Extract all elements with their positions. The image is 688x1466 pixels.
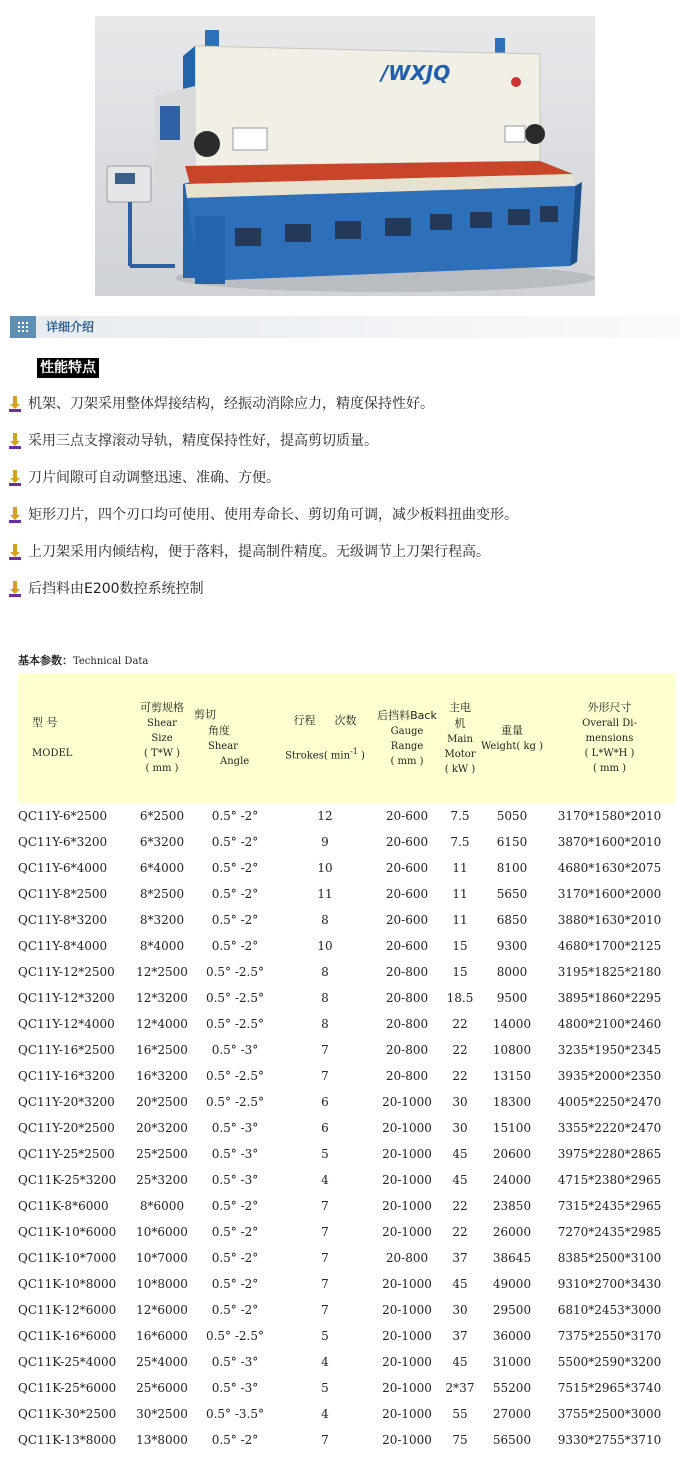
col-header-angle: 剪切 角度 Shear Angle: [194, 673, 276, 803]
col-header-dims: 外形尺寸 Overall Di- mensions ( L*W*H ) ( mm ): [544, 673, 675, 803]
strokes-cell: 8: [321, 991, 329, 1005]
model-cell: QC11K-13*8000: [18, 1433, 117, 1447]
size-cell: 16*2500: [136, 1043, 188, 1057]
angle-cell: 0.5° -3°: [211, 1381, 259, 1395]
strokes-cell: 7: [321, 1069, 329, 1083]
angle-cell: 0.5° -3°: [211, 1355, 259, 1369]
motor-cell: 37: [452, 1329, 468, 1343]
strokes-cell: 11: [317, 887, 333, 901]
motor-cell: 30: [452, 1095, 468, 1109]
table-row: [18, 1089, 675, 1115]
strokes-cell: 5: [321, 1329, 329, 1343]
dims-cell: 4715*2380*2965: [557, 1173, 662, 1187]
angle-cell: 0.5° -2°: [211, 835, 259, 849]
dims-cell: 3195*1825*2180: [557, 965, 662, 979]
motor-cell: 11: [452, 887, 468, 901]
angle-cell: 0.5° -2°: [211, 939, 259, 953]
brand-logo: /WXJQ: [381, 61, 451, 85]
size-cell: 6*3200: [139, 835, 185, 849]
motor-cell: 22: [452, 1225, 468, 1239]
model-cell: QC11Y-20*2500: [18, 1121, 115, 1135]
motor-cell: 45: [452, 1173, 468, 1187]
motor-cell: 2*37: [445, 1381, 475, 1395]
gauge-cell: 20-600: [385, 861, 429, 875]
weight-cell: 8000: [496, 965, 528, 979]
model-cell: QC11K-10*7000: [18, 1251, 117, 1265]
dims-cell: 3975*2280*2865: [557, 1147, 662, 1161]
spec-table-body: [18, 803, 675, 1453]
table-row: [18, 1401, 675, 1427]
feature-item: 刀片间隙可自动调整迅速、准确、方便。: [8, 468, 678, 505]
col-header-size: 可剪规格 Shear Size ( T*W ) ( mm ): [130, 673, 194, 803]
motor-cell: 15: [452, 939, 468, 953]
feature-item: 采用三点支撑滚动导轨，精度保持性好，提高剪切质量。: [8, 431, 678, 468]
angle-cell: 0.5° -3.5°: [205, 1407, 265, 1421]
table-row: [18, 1245, 675, 1271]
angle-cell: 0.5° -3°: [211, 1121, 259, 1135]
table-row: [18, 1063, 675, 1089]
size-cell: 8*4000: [139, 939, 185, 953]
dims-cell: 3895*1860*2295: [557, 991, 662, 1005]
gauge-cell: 20-1000: [382, 1329, 432, 1343]
model-cell: QC11K-10*8000: [18, 1277, 117, 1291]
bullet-arrow-icon: [8, 433, 22, 449]
strokes-cell: 12: [317, 809, 333, 823]
table-row: [18, 1037, 675, 1063]
angle-cell: 0.5° -3°: [211, 1173, 259, 1187]
model-cell: QC11Y-6*2500: [18, 809, 108, 823]
motor-cell: 11: [452, 861, 468, 875]
size-cell: 12*6000: [136, 1303, 188, 1317]
model-cell: QC11Y-8*3200: [18, 913, 108, 927]
model-cell: QC11K-30*2500: [18, 1407, 117, 1421]
size-cell: 8*6000: [139, 1199, 185, 1213]
model-cell: QC11K-12*6000: [18, 1303, 117, 1317]
motor-cell: 15: [452, 965, 468, 979]
strokes-cell: 7: [321, 1433, 329, 1447]
size-cell: 12*4000: [136, 1017, 188, 1031]
gauge-cell: 20-600: [385, 939, 429, 953]
col-header-weight: 重量 Weight( kg ): [480, 673, 544, 803]
table-row: [18, 1167, 675, 1193]
dims-cell: 3935*2000*2350: [557, 1069, 662, 1083]
size-cell: 6*2500: [139, 809, 185, 823]
weight-cell: 14000: [492, 1017, 532, 1031]
feature-item: 矩形刀片，四个刃口均可使用、使用寿命长、剪切角可调，减少板料扭曲变形。: [8, 505, 678, 542]
strokes-cell: 7: [321, 1043, 329, 1057]
table-row: [18, 1375, 675, 1401]
gauge-cell: 20-800: [385, 1069, 429, 1083]
weight-cell: 15100: [492, 1121, 532, 1135]
model-cell: QC11Y-12*2500: [18, 965, 115, 979]
model-cell: QC11Y-12*4000: [18, 1017, 115, 1031]
gauge-cell: 20-1000: [382, 1173, 432, 1187]
angle-cell: 0.5° -2°: [211, 1433, 259, 1447]
size-cell: 20*2500: [136, 1095, 188, 1109]
size-cell: 8*2500: [139, 887, 185, 901]
feature-item: 后挡料由E200数控系统控制: [8, 579, 678, 616]
table-header-row: [18, 673, 675, 803]
strokes-cell: 8: [321, 965, 329, 979]
gauge-cell: 20-1000: [382, 1355, 432, 1369]
angle-cell: 0.5° -2.5°: [205, 1017, 265, 1031]
angle-cell: 0.5° -2.5°: [205, 991, 265, 1005]
size-cell: 30*2500: [136, 1407, 188, 1421]
size-cell: 25*4000: [136, 1355, 188, 1369]
feature-item: 上刀架采用内倾结构，便于落料，提高制件精度。无级调节上刀架行程高。: [8, 542, 678, 579]
size-cell: 6*4000: [139, 861, 185, 875]
angle-cell: 0.5° -2.5°: [205, 1069, 265, 1083]
gauge-cell: 20-1000: [382, 1225, 432, 1239]
dims-cell: 8385*2500*3100: [557, 1251, 662, 1265]
shearing-machine-illustration: [95, 16, 595, 296]
model-cell: QC11Y-8*2500: [18, 887, 108, 901]
bullet-arrow-icon: [8, 544, 22, 560]
table-row: [18, 881, 675, 907]
gauge-cell: 20-800: [385, 991, 429, 1005]
angle-cell: 0.5° -2°: [211, 1251, 259, 1265]
motor-cell: 11: [452, 913, 468, 927]
angle-cell: 0.5° -2°: [211, 1277, 259, 1291]
motor-cell: 22: [452, 1069, 468, 1083]
product-image: [95, 16, 595, 296]
size-cell: 12*3200: [136, 991, 188, 1005]
size-cell: 20*3200: [136, 1121, 188, 1135]
dims-cell: 3170*1580*2010: [557, 809, 662, 823]
size-cell: 16*6000: [136, 1329, 188, 1343]
table-row: [18, 1141, 675, 1167]
col-header-gauge: 后挡料Back Gauge Range ( mm ): [374, 673, 440, 803]
gauge-cell: 20-600: [385, 913, 429, 927]
weight-cell: 27000: [492, 1407, 532, 1421]
model-cell: QC11Y-6*3200: [18, 835, 108, 849]
motor-cell: 37: [452, 1251, 468, 1265]
size-cell: 25*3200: [136, 1173, 188, 1187]
weight-cell: 6850: [496, 913, 528, 927]
angle-cell: 0.5° -2°: [211, 809, 259, 823]
motor-cell: 30: [452, 1121, 468, 1135]
motor-cell: 45: [452, 1277, 468, 1291]
strokes-cell: 6: [321, 1095, 329, 1109]
table-row: [18, 829, 675, 855]
dims-cell: 5500*2590*3200: [557, 1355, 662, 1369]
model-cell: QC11Y-16*3200: [18, 1069, 115, 1083]
table-row: [18, 1193, 675, 1219]
weight-cell: 56500: [492, 1433, 532, 1447]
bullet-arrow-icon: [8, 507, 22, 523]
table-row: [18, 1427, 675, 1453]
dims-cell: 9330*2755*3710: [557, 1433, 662, 1447]
grid-icon: [10, 316, 36, 338]
dims-cell: 3870*1600*2010: [557, 835, 662, 849]
feature-item: 机架、刀架采用整体焊接结构，经振动消除应力，精度保持性好。: [8, 394, 678, 431]
motor-cell: 30: [452, 1303, 468, 1317]
dims-cell: 9310*2700*3430: [557, 1277, 662, 1291]
table-row: [18, 907, 675, 933]
dims-cell: 4005*2250*2470: [557, 1095, 662, 1109]
strokes-cell: 5: [321, 1381, 329, 1395]
motor-cell: 22: [452, 1017, 468, 1031]
model-cell: QC11K-8*6000: [18, 1199, 109, 1213]
motor-cell: 22: [452, 1199, 468, 1213]
strokes-cell: 4: [321, 1355, 329, 1369]
weight-cell: 13150: [492, 1069, 532, 1083]
weight-cell: 20600: [492, 1147, 532, 1161]
section-header: [10, 316, 680, 338]
table-row: [18, 959, 675, 985]
strokes-cell: 8: [321, 913, 329, 927]
angle-cell: 0.5° -3°: [211, 1043, 259, 1057]
weight-cell: 24000: [492, 1173, 532, 1187]
table-row: [18, 1219, 675, 1245]
motor-cell: 7.5: [450, 809, 470, 823]
size-cell: 10*6000: [136, 1225, 188, 1239]
size-cell: 13*8000: [136, 1433, 188, 1447]
weight-cell: 23850: [492, 1199, 532, 1213]
motor-cell: 45: [452, 1147, 468, 1161]
strokes-cell: 7: [321, 1303, 329, 1317]
gauge-cell: 20-1000: [382, 1277, 432, 1291]
section-title: 详细介绍: [46, 320, 95, 334]
dims-cell: 4680*1630*2075: [557, 861, 662, 875]
strokes-cell: 4: [321, 1407, 329, 1421]
gauge-cell: 20-1000: [382, 1121, 432, 1135]
weight-cell: 36000: [492, 1329, 532, 1343]
bullet-arrow-icon: [8, 470, 22, 486]
model-cell: QC11Y-8*4000: [18, 939, 108, 953]
gauge-cell: 20-1000: [382, 1147, 432, 1161]
gauge-cell: 20-800: [385, 1017, 429, 1031]
motor-cell: 75: [452, 1433, 468, 1447]
dims-cell: 4800*2100*2460: [557, 1017, 662, 1031]
motor-cell: 7.5: [450, 835, 470, 849]
gauge-cell: 20-1000: [382, 1095, 432, 1109]
model-cell: QC11K-25*6000: [18, 1381, 117, 1395]
angle-cell: 0.5° -3°: [211, 1147, 259, 1161]
weight-cell: 26000: [492, 1225, 532, 1239]
gauge-cell: 20-800: [385, 1251, 429, 1265]
motor-cell: 22: [452, 1043, 468, 1057]
gauge-cell: 20-600: [385, 887, 429, 901]
model-cell: QC11Y-6*4000: [18, 861, 108, 875]
angle-cell: 0.5° -2.5°: [205, 965, 265, 979]
angle-cell: 0.5° -2.5°: [205, 1329, 265, 1343]
dims-cell: 7515*2965*3740: [557, 1381, 662, 1395]
model-cell: QC11K-25*3200: [18, 1173, 117, 1187]
table-row: [18, 933, 675, 959]
gauge-cell: 20-1000: [382, 1407, 432, 1421]
gauge-cell: 20-600: [385, 835, 429, 849]
angle-cell: 0.5° -2°: [211, 1225, 259, 1239]
motor-cell: 18.5: [446, 991, 474, 1005]
weight-cell: 31000: [492, 1355, 532, 1369]
dims-cell: 7315*2435*2965: [557, 1199, 662, 1213]
size-cell: 16*3200: [136, 1069, 188, 1083]
table-row: [18, 985, 675, 1011]
gauge-cell: 20-1000: [382, 1199, 432, 1213]
size-cell: 8*3200: [139, 913, 185, 927]
model-cell: QC11K-10*6000: [18, 1225, 117, 1239]
dims-cell: 3235*1950*2345: [557, 1043, 662, 1057]
size-cell: 25*2500: [136, 1147, 188, 1161]
features-title: 性能特点: [37, 358, 99, 378]
angle-cell: 0.5° -2°: [211, 1199, 259, 1213]
strokes-cell: 10: [317, 939, 333, 953]
table-row: [18, 803, 675, 829]
model-cell: QC11K-16*6000: [18, 1329, 117, 1343]
size-cell: 25*6000: [136, 1381, 188, 1395]
strokes-cell: 9: [321, 835, 329, 849]
col-header-strokes: 行程 次数 Strokes( $\min^{-1}$ ): [276, 673, 374, 803]
gauge-cell: 20-800: [385, 965, 429, 979]
size-cell: 12*2500: [136, 965, 188, 979]
gauge-cell: 20-1000: [382, 1433, 432, 1447]
gauge-cell: 20-1000: [382, 1381, 432, 1395]
size-cell: 10*7000: [136, 1251, 188, 1265]
table-row: [18, 1349, 675, 1375]
dims-cell: 6810*2453*3000: [557, 1303, 662, 1317]
weight-cell: 49000: [492, 1277, 532, 1291]
strokes-cell: 4: [321, 1173, 329, 1187]
dims-cell: 3355*2220*2470: [557, 1121, 662, 1135]
dims-cell: 7375*2550*3170: [557, 1329, 662, 1343]
bullet-arrow-icon: [8, 396, 22, 412]
model-cell: QC11Y-12*3200: [18, 991, 115, 1005]
motor-cell: 45: [452, 1355, 468, 1369]
weight-cell: 55200: [492, 1381, 532, 1395]
dims-cell: 3880*1630*2010: [557, 913, 662, 927]
strokes-cell: 10: [317, 861, 333, 875]
weight-cell: 8100: [496, 861, 528, 875]
weight-cell: 10800: [492, 1043, 532, 1057]
dims-cell: 4680*1700*2125: [557, 939, 662, 953]
table-row: [18, 1115, 675, 1141]
weight-cell: 9500: [496, 991, 528, 1005]
gauge-cell: 20-600: [385, 809, 429, 823]
weight-cell: 5050: [496, 809, 528, 823]
table-row: [18, 1297, 675, 1323]
angle-cell: 0.5° -2°: [211, 861, 259, 875]
dims-cell: 3170*1600*2000: [557, 887, 662, 901]
weight-cell: 5650: [496, 887, 528, 901]
model-cell: QC11Y-16*2500: [18, 1043, 115, 1057]
gauge-cell: 20-800: [385, 1043, 429, 1057]
angle-cell: 0.5° -2°: [211, 1303, 259, 1317]
dims-cell: 3755*2500*3000: [557, 1407, 662, 1421]
col-header-motor: 主电 机 Main Motor ( kW ): [440, 673, 480, 803]
params-title: 基本参数：Technical Data: [18, 654, 149, 667]
angle-cell: 0.5° -2°: [211, 887, 259, 901]
table-row: [18, 855, 675, 881]
angle-cell: 0.5° -2.5°: [205, 1095, 265, 1109]
table-row: [18, 1271, 675, 1297]
size-cell: 10*8000: [136, 1277, 188, 1291]
table-row: [18, 1011, 675, 1037]
strokes-cell: 8: [321, 1017, 329, 1031]
strokes-cell: 7: [321, 1277, 329, 1291]
model-cell: QC11Y-25*2500: [18, 1147, 115, 1161]
strokes-cell: 7: [321, 1225, 329, 1239]
gauge-cell: 20-1000: [382, 1303, 432, 1317]
angle-cell: 0.5° -2°: [211, 913, 259, 927]
weight-cell: 18300: [492, 1095, 532, 1109]
table-row: [18, 1323, 675, 1349]
weight-cell: 6150: [496, 835, 528, 849]
strokes-cell: 5: [321, 1147, 329, 1161]
features-list: [8, 394, 678, 616]
bullet-arrow-icon: [8, 581, 22, 597]
strokes-cell: 7: [321, 1251, 329, 1265]
col-header-model: 型 号 MODEL: [18, 673, 130, 803]
weight-cell: 38645: [492, 1251, 532, 1265]
weight-cell: 9300: [496, 939, 528, 953]
strokes-cell: 6: [321, 1121, 329, 1135]
motor-cell: 55: [452, 1407, 468, 1421]
model-cell: QC11K-25*4000: [18, 1355, 117, 1369]
dims-cell: 7270*2435*2985: [557, 1225, 662, 1239]
spec-table: [18, 673, 675, 1453]
strokes-cell: 7: [321, 1199, 329, 1213]
weight-cell: 29500: [492, 1303, 532, 1317]
model-cell: QC11Y-20*3200: [18, 1095, 115, 1109]
